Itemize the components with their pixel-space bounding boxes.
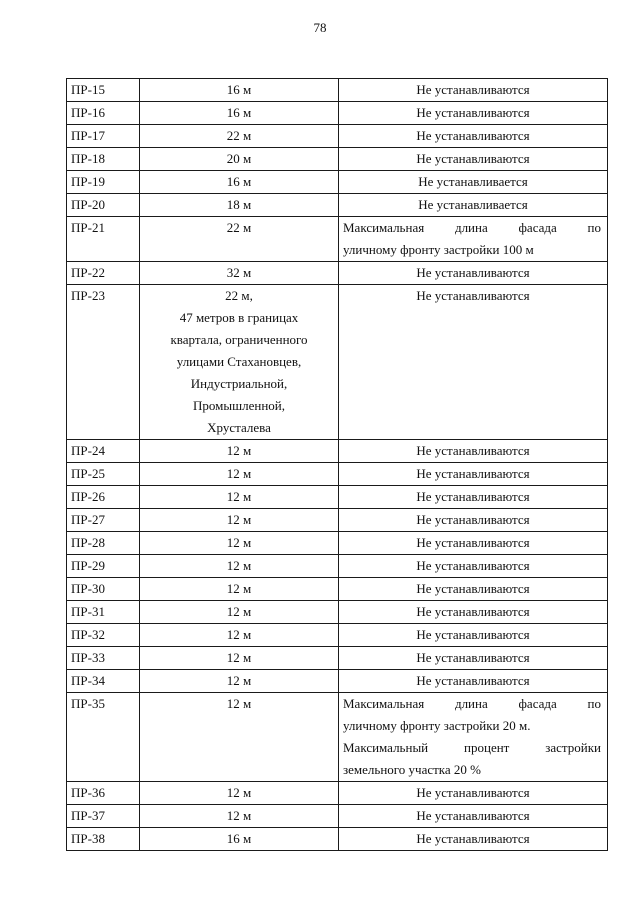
limitation-cell: [339, 171, 608, 194]
max-height-cell: [140, 532, 339, 555]
max-height-cell: [140, 624, 339, 647]
limitation-cell: [339, 601, 608, 624]
limitation-cell: [339, 805, 608, 828]
zone-code-cell: ПР-15: [67, 79, 140, 102]
zone-code-cell: ПР-28: [67, 532, 140, 555]
limitation-cell: [339, 532, 608, 555]
zone-code-cell: ПР-31: [67, 601, 140, 624]
max-height-line: 12 м: [226, 650, 252, 665]
limitation-line: Максимальная длина фасада по: [343, 220, 601, 235]
zone-code-cell: ПР-24: [67, 440, 140, 463]
max-height-cell: [140, 79, 339, 102]
max-height-line: 12 м: [226, 673, 252, 688]
table-row: [67, 102, 608, 125]
zone-code-cell: ПР-37: [67, 805, 140, 828]
max-height-cell: [140, 555, 339, 578]
limitation-line: Максимальный процент застройки: [343, 740, 601, 755]
limitation-cell: [339, 285, 608, 440]
max-height-line: 16 м: [226, 82, 252, 97]
table-row: [67, 171, 608, 194]
max-height-line: 12 м: [226, 604, 252, 619]
table-row: [67, 486, 608, 509]
max-height-cell: [140, 693, 339, 782]
table-row: [67, 148, 608, 171]
max-height-cell: [140, 486, 339, 509]
limitation-cell: [339, 509, 608, 532]
limitation-cell: [339, 578, 608, 601]
max-height-cell: [140, 285, 339, 440]
table-row: [67, 440, 608, 463]
zone-code-cell: ПР-16: [67, 102, 140, 125]
limitation-cell: [339, 670, 608, 693]
zone-code-cell: ПР-21: [67, 217, 140, 262]
limitation-cell: [339, 79, 608, 102]
max-height-cell: [140, 125, 339, 148]
limitation-cell: [339, 194, 608, 217]
max-height-line: 12 м: [226, 808, 252, 823]
table-row: [67, 693, 608, 782]
max-height-line: Хрусталева: [207, 420, 271, 435]
max-height-cell: [140, 647, 339, 670]
max-height-line: 12 м: [226, 785, 252, 800]
zone-code-cell: ПР-32: [67, 624, 140, 647]
zone-code-cell: ПР-20: [67, 194, 140, 217]
max-height-cell: [140, 102, 339, 125]
limitation-line: Не устанавливаются: [416, 831, 530, 846]
max-height-line: 12 м: [226, 581, 252, 596]
limitation-line: земельного участка 20 %: [343, 762, 482, 777]
limitation-line: Не устанавливаются: [416, 128, 530, 143]
max-height-line: 22 м: [226, 220, 252, 235]
table-row: [67, 555, 608, 578]
zone-code-cell: ПР-27: [67, 509, 140, 532]
max-height-line: 12 м: [226, 696, 252, 711]
zone-code-cell: ПР-23: [67, 285, 140, 440]
max-height-cell: [140, 194, 339, 217]
max-height-cell: [140, 601, 339, 624]
max-height-line: 16 м: [226, 831, 252, 846]
limitation-line: уличному фронту застройки 100 м: [343, 242, 534, 257]
max-height-cell: [140, 148, 339, 171]
limitation-line: Не устанавливается: [418, 174, 528, 189]
max-height-line: 12 м: [226, 489, 252, 504]
limitation-line: Не устанавливается: [418, 197, 528, 212]
table-row: [67, 532, 608, 555]
max-height-line: 16 м: [226, 105, 252, 120]
zone-code-cell: ПР-33: [67, 647, 140, 670]
zone-code-cell: ПР-30: [67, 578, 140, 601]
max-height-line: 12 м: [226, 512, 252, 527]
limitation-line: Не устанавливаются: [416, 535, 530, 550]
max-height-line: 12 м: [226, 558, 252, 573]
limitation-cell: [339, 555, 608, 578]
max-height-cell: [140, 828, 339, 851]
limitation-line: Не устанавливаются: [416, 808, 530, 823]
limitation-line: Не устанавливаются: [416, 604, 530, 619]
limitation-line: Не устанавливаются: [416, 627, 530, 642]
limitation-cell: [339, 217, 608, 262]
limitation-cell: [339, 440, 608, 463]
limitation-line: Не устанавливаются: [416, 288, 530, 303]
max-height-line: 18 м: [226, 197, 252, 212]
limitation-line: Не устанавливаются: [416, 673, 530, 688]
max-height-line: 12 м: [226, 443, 252, 458]
limitation-line: Не устанавливаются: [416, 650, 530, 665]
max-height-line: 12 м: [226, 535, 252, 550]
max-height-line: Промышленной,: [193, 398, 285, 413]
zone-code-cell: ПР-25: [67, 463, 140, 486]
zone-code-cell: ПР-19: [67, 171, 140, 194]
table-row: [67, 670, 608, 693]
max-height-cell: [140, 670, 339, 693]
max-height-cell: [140, 578, 339, 601]
max-height-line: 32 м: [226, 265, 252, 280]
max-height-line: 20 м: [226, 151, 252, 166]
limitation-cell: [339, 463, 608, 486]
zone-code-cell: ПР-26: [67, 486, 140, 509]
max-height-line: 16 м: [226, 174, 252, 189]
zone-code-cell: ПР-29: [67, 555, 140, 578]
table-row: [67, 578, 608, 601]
max-height-line: Индустриальной,: [190, 376, 288, 391]
limitation-cell: [339, 102, 608, 125]
limitation-cell: [339, 486, 608, 509]
table-row: [67, 262, 608, 285]
max-height-line: квартала, ограниченного: [170, 332, 308, 347]
table-row: [67, 194, 608, 217]
zone-code-cell: ПР-36: [67, 782, 140, 805]
max-height-line: 22 м: [226, 128, 252, 143]
zone-code-cell: ПР-22: [67, 262, 140, 285]
zone-code-cell: ПР-34: [67, 670, 140, 693]
table-row: [67, 805, 608, 828]
limitation-cell: [339, 262, 608, 285]
table-row: [67, 509, 608, 532]
limitation-line: Не устанавливаются: [416, 105, 530, 120]
limitation-cell: [339, 782, 608, 805]
max-height-cell: [140, 805, 339, 828]
max-height-line: 22 м,: [225, 288, 253, 303]
max-height-cell: [140, 509, 339, 532]
page-number: 78: [313, 20, 327, 35]
limitation-cell: [339, 828, 608, 851]
table-row: [67, 463, 608, 486]
limitation-cell: [339, 693, 608, 782]
table-row: [67, 782, 608, 805]
limitation-line: Не устанавливаются: [416, 466, 530, 481]
limitation-cell: [339, 624, 608, 647]
zone-code-cell: ПР-18: [67, 148, 140, 171]
max-height-cell: [140, 463, 339, 486]
max-height-cell: [140, 171, 339, 194]
limitation-cell: [339, 647, 608, 670]
table-row: [67, 828, 608, 851]
limitation-line: уличному фронту застройки 20 м.: [343, 718, 531, 733]
table-row: [67, 601, 608, 624]
max-height-line: 12 м: [226, 627, 252, 642]
regulations-table: [66, 78, 608, 851]
limitation-line: Не устанавливаются: [416, 151, 530, 166]
max-height-line: улицами Стахановцев,: [176, 354, 302, 369]
table-row: [67, 647, 608, 670]
limitation-line: Не устанавливаются: [416, 82, 530, 97]
limitation-line: Не устанавливаются: [416, 443, 530, 458]
max-height-cell: [140, 217, 339, 262]
table-row: [67, 217, 608, 262]
limitation-line: Максимальная длина фасада по: [343, 696, 601, 711]
zone-code-cell: ПР-35: [67, 693, 140, 782]
max-height-line: 12 м: [226, 466, 252, 481]
max-height-cell: [140, 440, 339, 463]
table-row: [67, 79, 608, 102]
table-row: [67, 624, 608, 647]
zone-code-cell: ПР-38: [67, 828, 140, 851]
zone-code-cell: ПР-17: [67, 125, 140, 148]
max-height-cell: [140, 262, 339, 285]
limitation-line: Не устанавливаются: [416, 265, 530, 280]
limitation-line: Не устанавливаются: [416, 512, 530, 527]
table-row: [67, 285, 608, 440]
limitation-line: Не устанавливаются: [416, 581, 530, 596]
table-row: [67, 125, 608, 148]
limitation-line: Не устанавливаются: [416, 558, 530, 573]
limitation-line: Не устанавливаются: [416, 785, 530, 800]
limitation-cell: [339, 125, 608, 148]
max-height-cell: [140, 782, 339, 805]
limitation-line: Не устанавливаются: [416, 489, 530, 504]
limitation-cell: [339, 148, 608, 171]
max-height-line: 47 метров в границах: [179, 310, 299, 325]
